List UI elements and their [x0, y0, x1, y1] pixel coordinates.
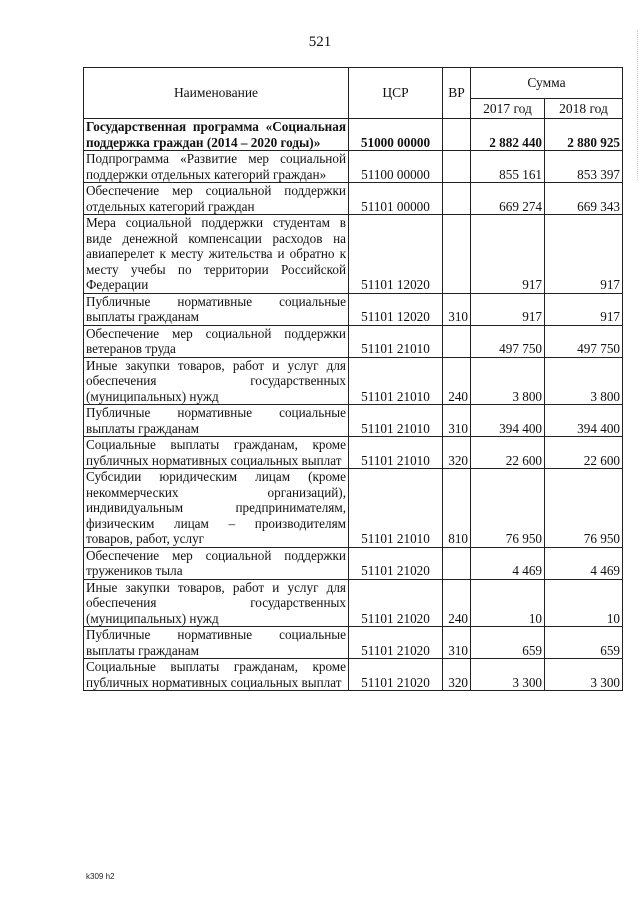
- header-name: Наименование: [84, 68, 349, 119]
- row-sum-2018-cell: 10: [545, 579, 623, 627]
- header-csr: ЦСР: [349, 68, 443, 119]
- row-sum-2017-cell: 394 400: [471, 405, 545, 437]
- row-name-cell: Иные закупки товаров, работ и услуг для обеспечения государственных (муниципальных) нужд: [84, 579, 349, 627]
- header-2017: 2017 год: [471, 99, 545, 119]
- row-csr-cell: 51101 21010: [349, 325, 443, 357]
- row-name-cell: Подпрограмма «Развитие мер социальной поддержки отдельных категорий граждан»: [84, 151, 349, 183]
- row-vr-cell: 310: [443, 405, 471, 437]
- row-vr-cell: [443, 325, 471, 357]
- row-csr-cell: 51101 21010: [349, 357, 443, 405]
- row-sum-2017-cell: 917: [471, 215, 545, 294]
- table-row: [84, 293, 623, 325]
- table-row: [84, 659, 623, 691]
- row-sum-2017-cell: 10: [471, 579, 545, 627]
- row-vr-cell: [443, 151, 471, 183]
- table-row: [84, 469, 623, 548]
- row-name-cell: Публичные нормативные социальные выплаты гражданам: [84, 293, 349, 325]
- row-vr-cell: [443, 547, 471, 579]
- table-row: [84, 325, 623, 357]
- row-sum-2017-cell: 3 800: [471, 357, 545, 405]
- row-sum-2017-cell: 4 469: [471, 547, 545, 579]
- row-csr-cell: 51101 00000: [349, 183, 443, 215]
- row-name-cell: Публичные нормативные социальные выплаты гражданам: [84, 405, 349, 437]
- table-row: [84, 215, 623, 294]
- row-sum-2018-cell: 394 400: [545, 405, 623, 437]
- row-vr-cell: 320: [443, 437, 471, 469]
- row-sum-2018-cell: 76 950: [545, 469, 623, 548]
- table-row: [84, 151, 623, 183]
- row-sum-2018-cell: 3 800: [545, 357, 623, 405]
- scan-edge-marks: [633, 30, 638, 180]
- row-sum-2017-cell: 3 300: [471, 659, 545, 691]
- row-sum-2018-cell: 22 600: [545, 437, 623, 469]
- header-2018: 2018 год: [545, 99, 623, 119]
- row-sum-2017-cell: 855 161: [471, 151, 545, 183]
- footer-code: k309 h2: [86, 872, 115, 881]
- row-name-cell: Публичные нормативные социальные выплаты гражданам: [84, 627, 349, 659]
- budget-table: [83, 67, 623, 691]
- row-vr-cell: [443, 183, 471, 215]
- row-sum-2017-cell: 659: [471, 627, 545, 659]
- row-vr-cell: 240: [443, 579, 471, 627]
- row-sum-2017-cell: 917: [471, 293, 545, 325]
- row-sum-2018-cell: 3 300: [545, 659, 623, 691]
- row-vr-cell: [443, 215, 471, 294]
- table-row: [84, 405, 623, 437]
- header-sum: Сумма: [471, 68, 623, 99]
- table-row: [84, 627, 623, 659]
- row-sum-2018-cell: 4 469: [545, 547, 623, 579]
- row-sum-2018-cell: 2 880 925: [545, 119, 623, 151]
- table-row: [84, 437, 623, 469]
- row-name-cell: Обеспечение мер социальной поддержки отдельных категорий граждан: [84, 183, 349, 215]
- row-sum-2017-cell: 22 600: [471, 437, 545, 469]
- row-csr-cell: 51000 00000: [349, 119, 443, 151]
- row-csr-cell: 51101 21020: [349, 547, 443, 579]
- row-sum-2018-cell: 917: [545, 293, 623, 325]
- table-row: [84, 183, 623, 215]
- table-row: [84, 547, 623, 579]
- row-sum-2017-cell: 669 274: [471, 183, 545, 215]
- table-body: [84, 119, 623, 691]
- table-row: [84, 579, 623, 627]
- row-sum-2018-cell: 659: [545, 627, 623, 659]
- table-row: [84, 357, 623, 405]
- row-vr-cell: 310: [443, 293, 471, 325]
- header-vr: ВР: [443, 68, 471, 119]
- row-name-cell: Иные закупки товаров, работ и услуг для обеспечения государственных (муниципальных) нужд: [84, 357, 349, 405]
- row-sum-2017-cell: 2 882 440: [471, 119, 545, 151]
- table-row: [84, 119, 623, 151]
- row-sum-2018-cell: 497 750: [545, 325, 623, 357]
- row-csr-cell: 51101 12020: [349, 293, 443, 325]
- row-vr-cell: 320: [443, 659, 471, 691]
- row-name-cell: Субсидии юридическим лицам (кроме некоммерческих организаций), индивидуальным предпринимателям, физическим лицам – производителям товаров, работ, услуг: [84, 469, 349, 548]
- row-sum-2017-cell: 76 950: [471, 469, 545, 548]
- row-vr-cell: 310: [443, 627, 471, 659]
- row-name-cell: Обеспечение мер социальной поддержки ветеранов труда: [84, 325, 349, 357]
- row-csr-cell: 51100 00000: [349, 151, 443, 183]
- row-vr-cell: [443, 119, 471, 151]
- row-sum-2017-cell: 497 750: [471, 325, 545, 357]
- row-vr-cell: 810: [443, 469, 471, 548]
- row-csr-cell: 51101 21020: [349, 579, 443, 627]
- row-sum-2018-cell: 853 397: [545, 151, 623, 183]
- row-csr-cell: 51101 12020: [349, 215, 443, 294]
- row-csr-cell: 51101 21010: [349, 469, 443, 548]
- row-csr-cell: 51101 21020: [349, 627, 443, 659]
- row-vr-cell: 240: [443, 357, 471, 405]
- row-csr-cell: 51101 21010: [349, 405, 443, 437]
- row-sum-2018-cell: 669 343: [545, 183, 623, 215]
- row-csr-cell: 51101 21020: [349, 659, 443, 691]
- row-name-cell: Обеспечение мер социальной поддержки тружеников тыла: [84, 547, 349, 579]
- row-name-cell: Мера социальной поддержки студентам в виде денежной компенсации расходов на авиаперелет к месту жительства и обратно к месту учебы по территории Российской Федерации: [84, 215, 349, 294]
- row-name-cell: Социальные выплаты гражданам, кроме публичных нормативных социальных выплат: [84, 659, 349, 691]
- row-sum-2018-cell: 917: [545, 215, 623, 294]
- row-name-cell: Социальные выплаты гражданам, кроме публичных нормативных социальных выплат: [84, 437, 349, 469]
- page-number: 521: [308, 34, 332, 50]
- row-name-cell: Государственная программа «Социальная поддержка граждан (2014 – 2020 годы)»: [84, 119, 349, 151]
- row-csr-cell: 51101 21010: [349, 437, 443, 469]
